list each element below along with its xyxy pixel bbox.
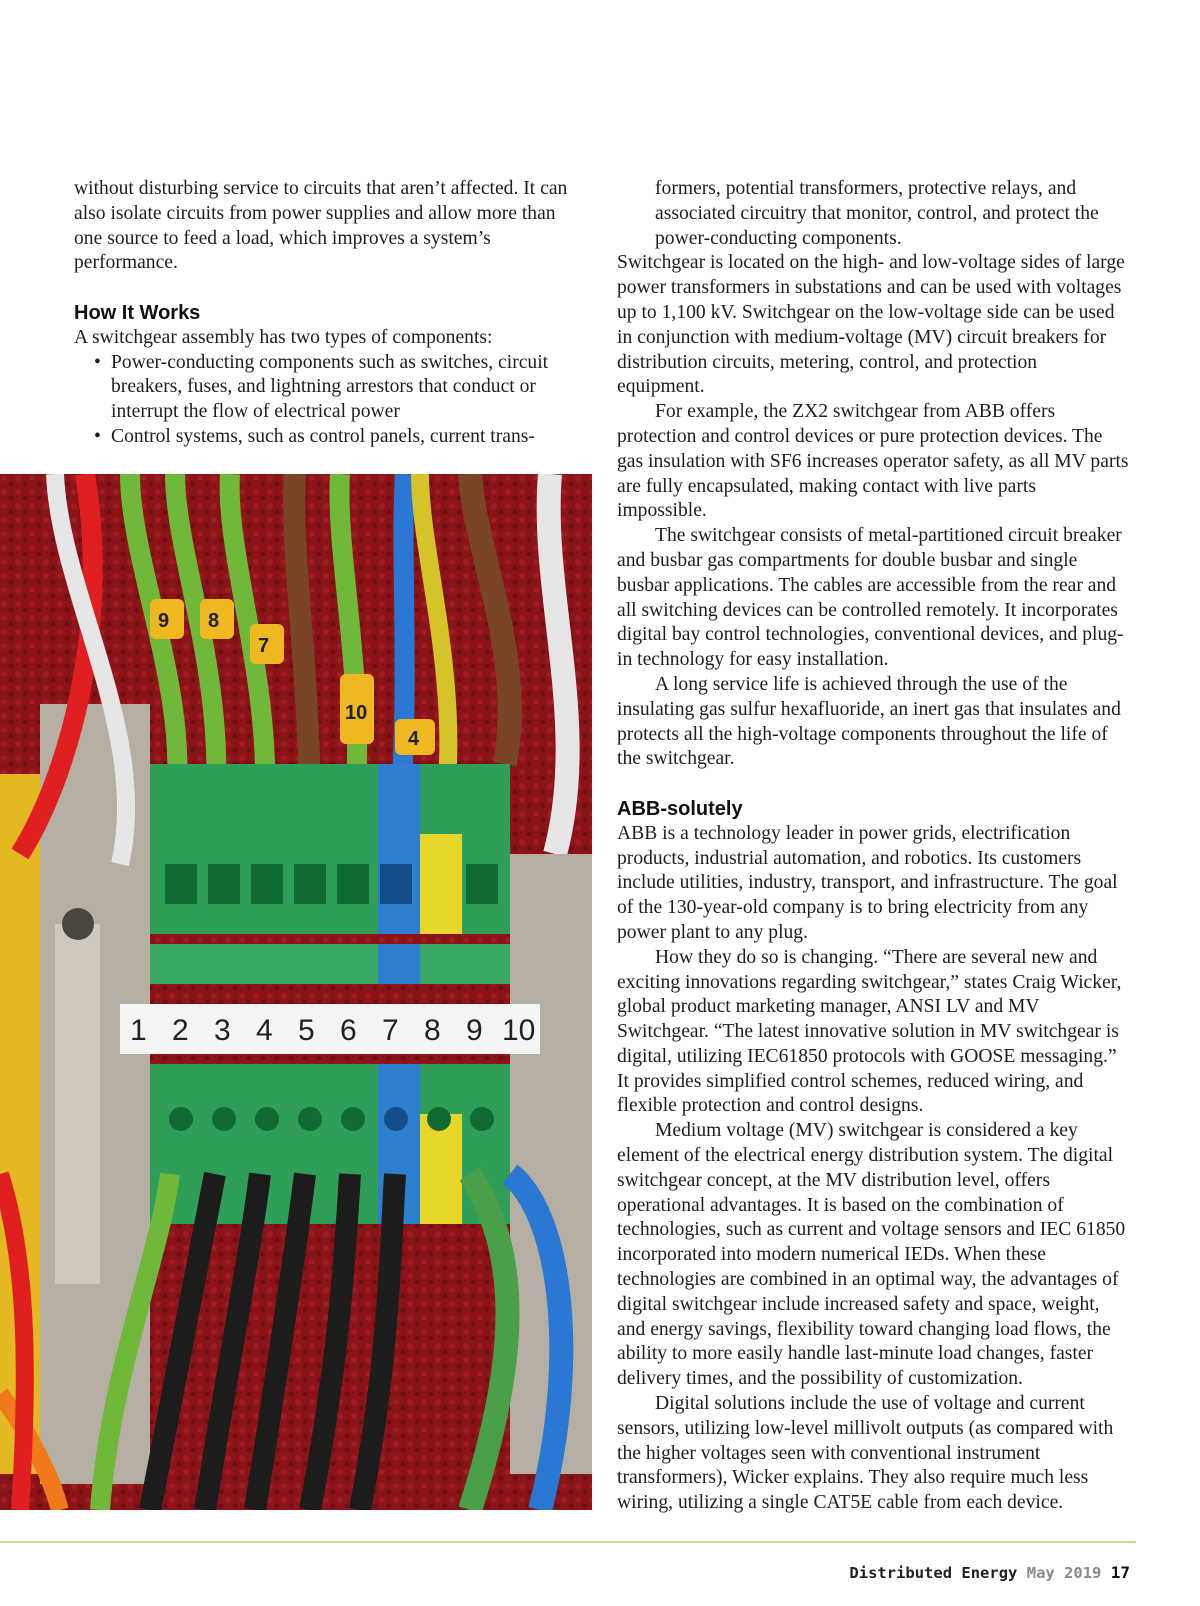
wire-tag: 10: [345, 702, 368, 724]
terminal-number-label: 8: [424, 1014, 441, 1047]
body-paragraph: The switchgear consists of metal-partitioned circuit breaker and busbar gas compartments for double busbar and single busbar applications. The cables are accessible from the rear and all switching devices can be controlled remotely. It incorporates digital bay control technologies, conventional devices, and plug-in technology for easy installation.: [617, 525, 1124, 671]
lead-paragraph: A switchgear assembly has two types of components:: [74, 326, 493, 348]
wire-tag: 4: [408, 728, 420, 750]
switchgear-terminal-photo: [0, 474, 592, 1510]
body-paragraph: A long service life is achieved through the use of the insulating gas sulfur hexafluoride, an inert gas that insulates and protects all the high-voltage components throughout the life of the switchgear.: [617, 673, 1121, 770]
publication-name: Distributed Energy: [849, 1564, 1018, 1582]
terminal-number-label: 1: [130, 1014, 147, 1047]
body-paragraph: How they do so is changing. “There are several new and exciting innovations regarding switchgear,” states Craig Wicker, global product marketing manager, ANSI LV and MV Switchgear. “The latest innovative solution in MV switchgear is digital, utilizing IEC61850 protocols with GOOSE messaging.” It provides simplified control schemes, reduced wiring, and flexible protection and control designs.: [617, 946, 1122, 1117]
wire-tag: 9: [158, 610, 170, 632]
issue-date: May 2019: [1026, 1564, 1102, 1582]
component-list: [74, 351, 579, 450]
page-footer: [849, 1563, 1130, 1582]
section-heading-abb-solutely: ABB-solutely: [617, 797, 743, 820]
footer-divider: [0, 1541, 1136, 1543]
bullet-continuation: formers, potential transformers, protective relays, and associated circuitry that monitor, control, and protect the power-conducting components.: [655, 178, 1099, 249]
terminal-number-label: 6: [340, 1014, 357, 1047]
list-item: • Power-conducting components such as switches, circuit breakers, fuses, and lightning arrestors that conduct or interrupt the flow of electrical power: [74, 351, 579, 425]
terminal-number-label: 4: [256, 1014, 273, 1047]
terminal-number-label: 7: [382, 1014, 399, 1047]
list-item: • Control systems, such as control panels, current trans-: [74, 425, 579, 450]
page-number: 17: [1110, 1563, 1130, 1582]
right-column: [617, 177, 1129, 1516]
terminal-number-label: 10: [502, 1014, 536, 1047]
wire-tag: 8: [208, 610, 220, 632]
body-paragraph: Digital solutions include the use of voltage and current sensors, utilizing low-level millivolt outputs (as compared with the higher voltages seen with conventional instrument transformers), Wicker explains. They also require much less wiring, utilizing a single CAT5E cable from each device.: [617, 1393, 1114, 1514]
terminal-number-label: 9: [466, 1014, 483, 1047]
section-heading-how-it-works: How It Works: [74, 301, 201, 324]
body-paragraph: For example, the ZX2 switchgear from ABB offers protection and control devices or pure protection devices. The gas insulation with SF6 increases operator safety, as all MV parts are fully encapsulated, making contact with live parts impossible.: [617, 401, 1129, 522]
body-paragraph: Switchgear is located on the high- and low-voltage sides of large power transformers in substations and can be used with voltages up to 1,100 kV. Switchgear on the low-voltage side can be used in conjunction with medium-voltage (MV) circuit breakers for distribution circuits, metering, control, and protection equipment.: [617, 252, 1125, 398]
terminal-number-label: 3: [214, 1014, 231, 1047]
terminal-number-label: 5: [298, 1014, 315, 1047]
wire-tag: 7: [258, 635, 270, 657]
body-paragraph: Medium voltage (MV) switchgear is considered a key element of the electrical energy distribution system. The digital switchgear concept, at the MV distribution level, offers operational advantages. It is based on the combination of technologies, such as current and voltage sensors and IEC 61850 incorporated into modern numerical IEDs. When these technologies are combined in an optimal way, the advantages of digital switchgear include increased safety and space, weight, and energy savings, flexibility toward changing load flows, the ability to more easily handle last-minute load changes, faster delivery times, and the possibility of customization.: [617, 1120, 1126, 1390]
intro-paragraph: without disturbing service to circuits that aren’t affected. It can also isolate circuits from power supplies and allow more than one source to feed a load, which improves a system’s performance.: [74, 178, 568, 274]
body-paragraph: ABB is a technology leader in power grids, electrification products, industrial automation, and robotics. Its customers include utilities, industry, transport, and infrastructure. The goal of the 130-year-old company is to bring electricity from any power plant to any plug.: [617, 822, 1118, 943]
left-column: [74, 177, 579, 450]
terminal-number-label: 2: [172, 1014, 189, 1047]
